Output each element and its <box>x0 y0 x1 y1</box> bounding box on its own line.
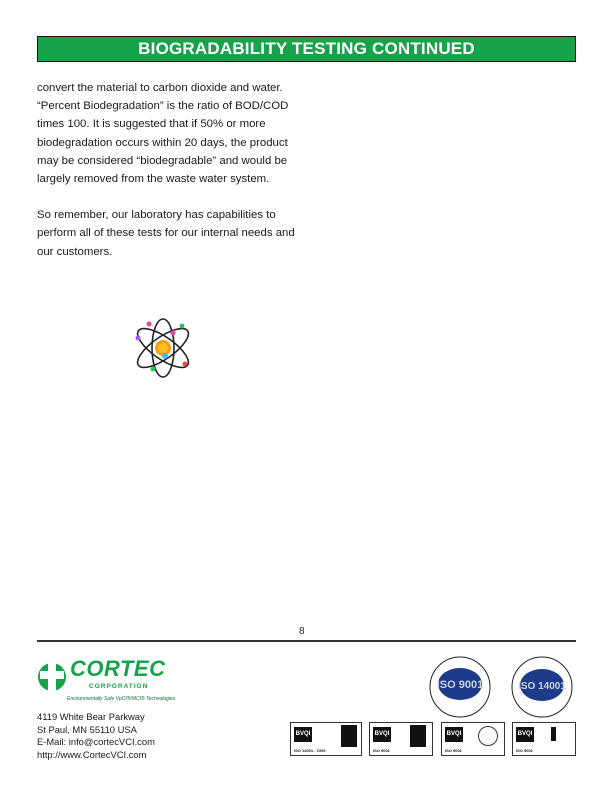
logo-tagline: Environmentally Safe VpCI®/MCI® Technologies <box>67 696 176 702</box>
bvqi-mark: BVQI <box>373 727 391 742</box>
address-email: E-Mail: info@cortecVCI.com <box>37 736 155 747</box>
seal-iso9001-text: ISO 9001 <box>436 679 484 691</box>
paragraph-biodegradation: convert the material to carbon dioxide and water. “Percent Biodegradation” is the ratio of BOD/COD times 100. It is suggested that if 50% or more biodegradation occurs within 20 days, the product may be considered “biodegradable” and would be largely removed from the waste water system. <box>37 82 289 186</box>
company-address <box>37 711 155 761</box>
logo-subtitle: CORPORATION <box>89 683 149 690</box>
logo-name: CORTEC <box>70 656 166 681</box>
page-number: 8 <box>299 626 305 637</box>
certificate-label: ISO 14001 : 1996 <box>294 748 326 753</box>
certificate-badge <box>441 722 505 756</box>
certificate-badge <box>512 722 576 756</box>
cross-icon <box>37 655 67 699</box>
accreditation-mark <box>478 726 498 746</box>
footer-divider <box>37 640 576 642</box>
address-city: St Paul, MN 55110 USA <box>37 723 137 735</box>
certificate-badge <box>290 722 362 756</box>
accreditation-mark <box>551 727 556 741</box>
address-street: 4119 White Bear Parkway <box>37 711 145 722</box>
bvqi-mark: BVQI <box>294 727 312 742</box>
bvqi-mark: BVQI <box>516 727 534 742</box>
iso-14001-seal <box>511 656 573 718</box>
certificate-label: ISO 9001 <box>445 748 462 753</box>
seal-iso14001-text: ISO 14001 <box>518 681 566 692</box>
certificate-badge <box>369 722 433 756</box>
bvqi-mark: BVQI <box>445 727 463 742</box>
address-website: http://www.CortecVCI.com <box>37 748 147 760</box>
iso-9001-seal <box>429 656 491 718</box>
cortec-logo <box>37 652 217 708</box>
certificate-label: ISO 9001 <box>373 748 390 753</box>
atom-icon <box>129 318 197 378</box>
body-text <box>37 79 299 279</box>
section-title: BIOGRADABILITY TESTING CONTINUED <box>138 39 475 58</box>
paragraph-laboratory: So remember, our laboratory has capabilities to perform all of these tests for our internal needs and our customers. <box>37 209 295 258</box>
accreditation-mark <box>410 725 426 747</box>
accreditation-mark <box>341 725 357 747</box>
certificate-label: ISO 9001 <box>516 748 533 753</box>
section-header-bar <box>37 36 576 62</box>
